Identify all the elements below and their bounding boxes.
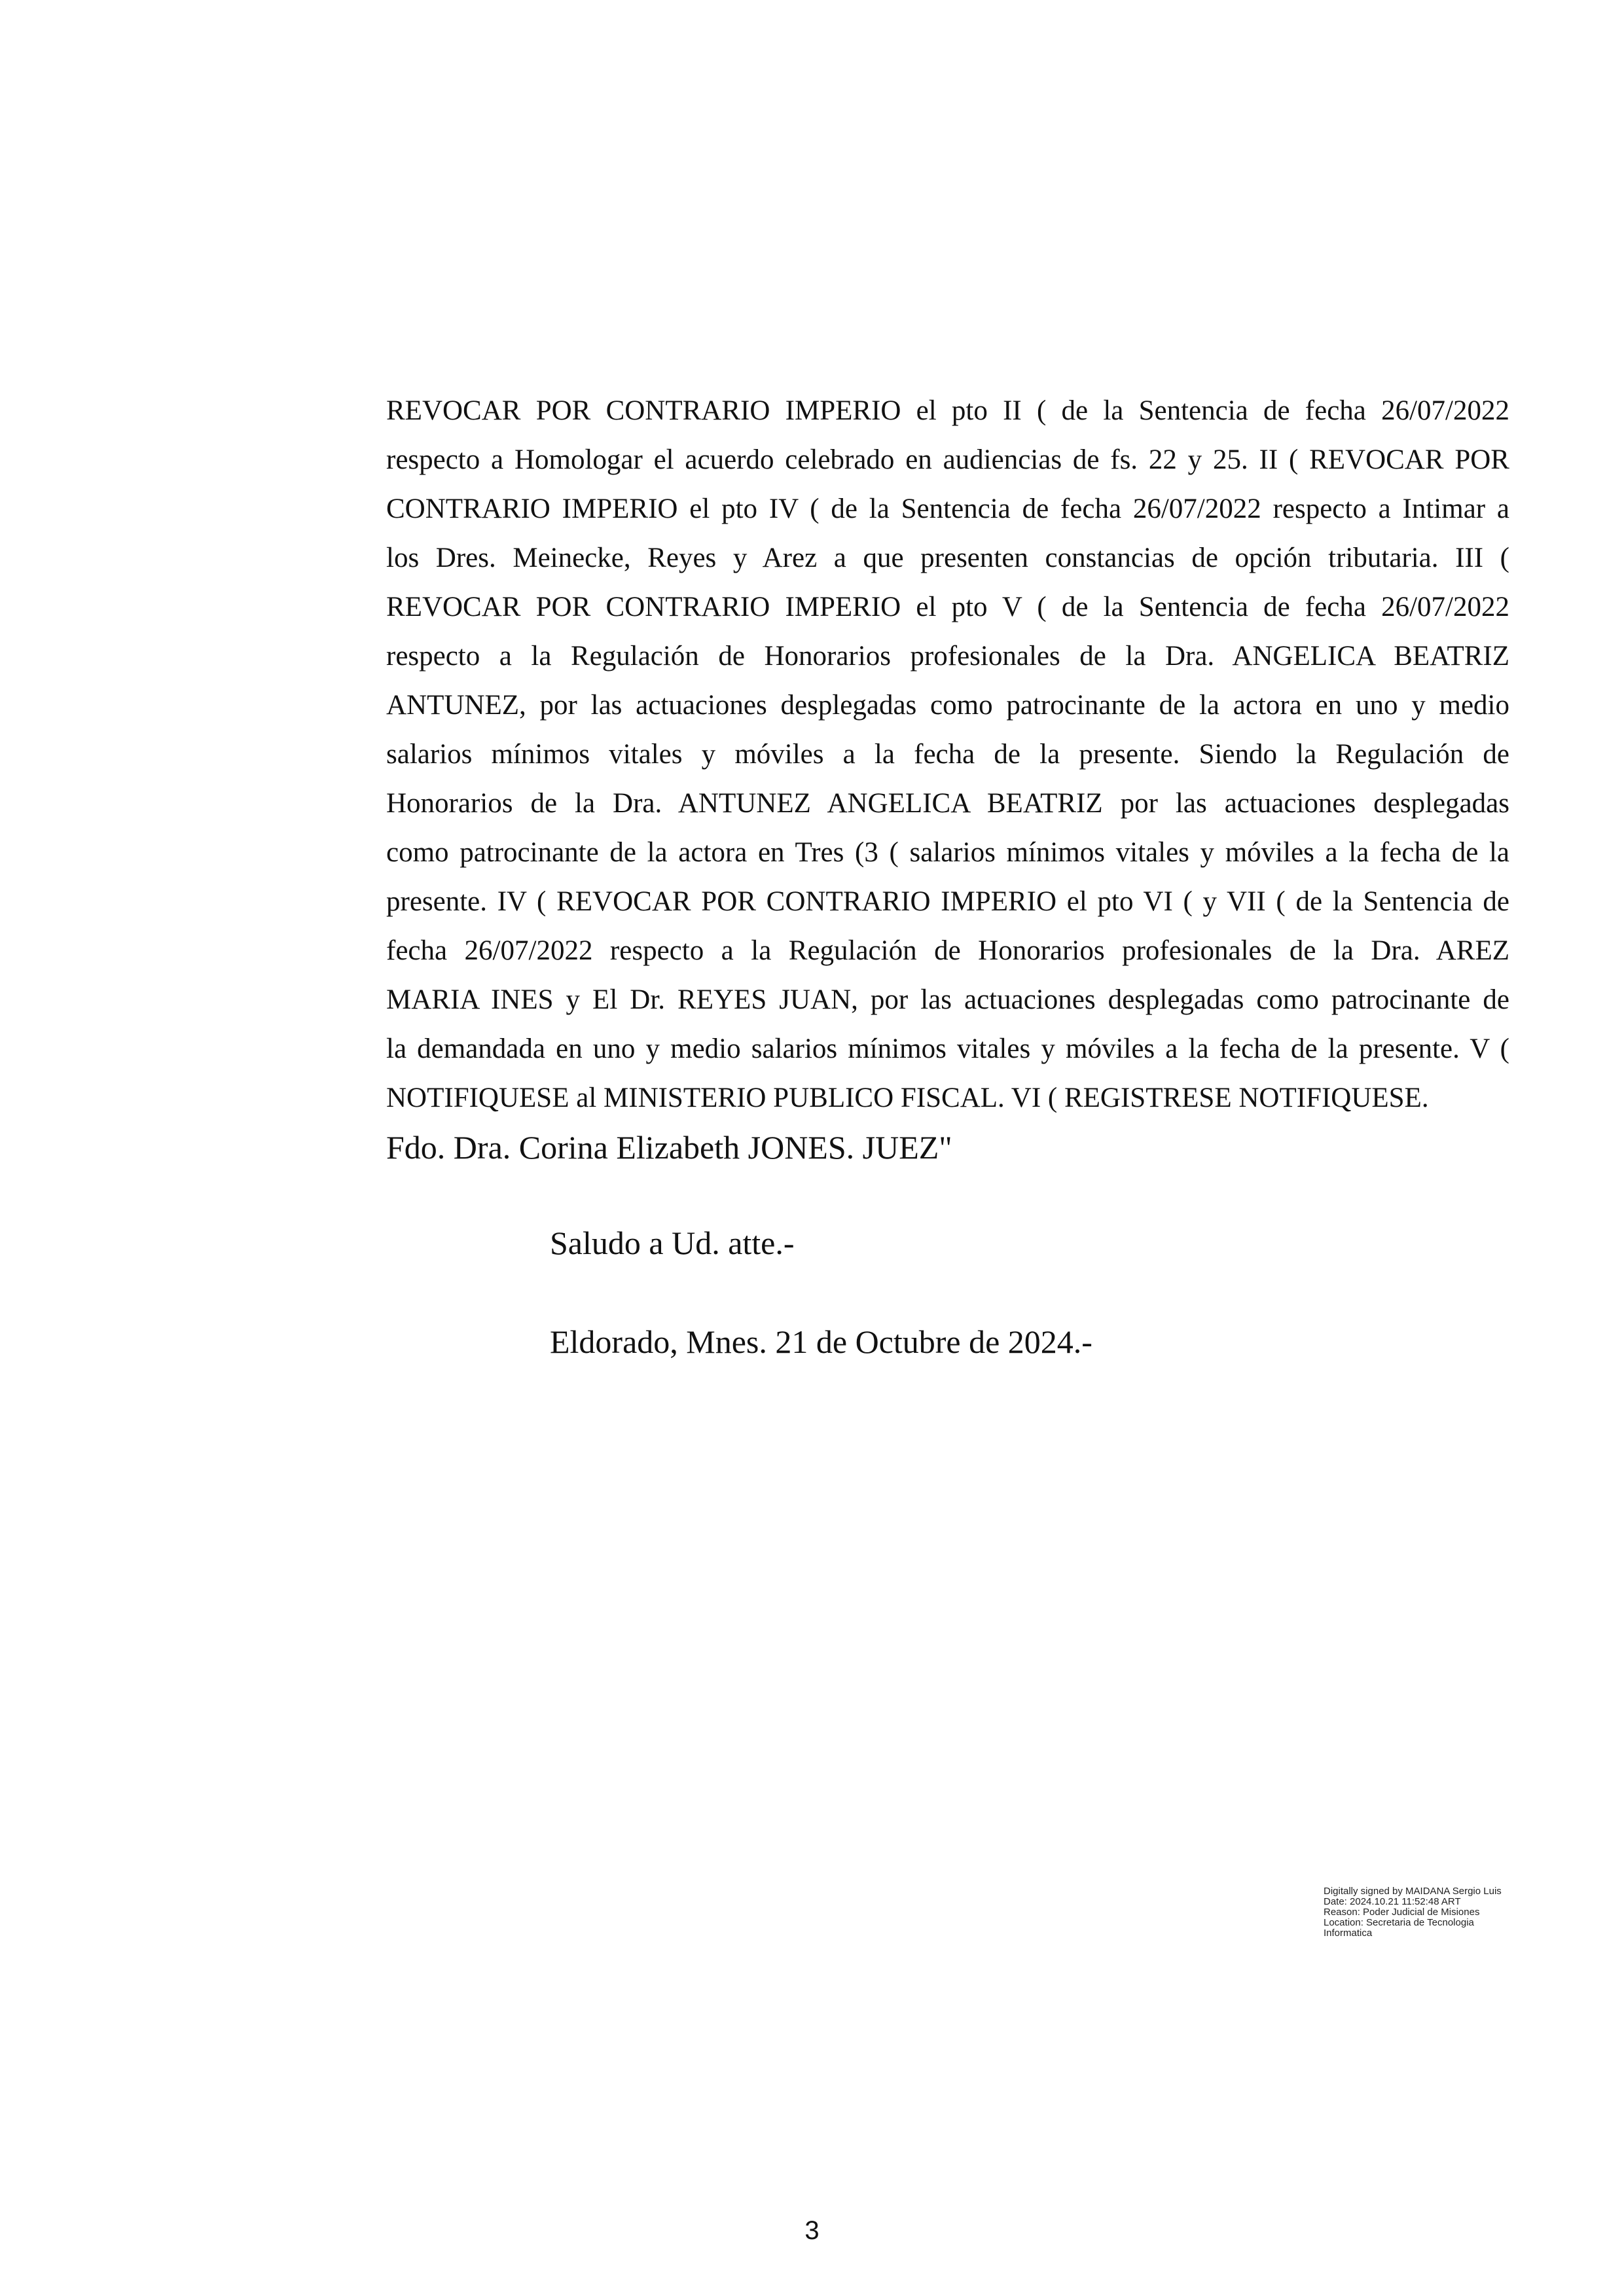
greeting: Saludo a Ud. atte.- xyxy=(550,1225,795,1261)
resolution-line: REVOCAR POR CONTRARIO IMPERIO el pto V ( de la Sentencia de fecha 26/07/2022 xyxy=(386,592,1509,622)
resolution-line: presente. IV ( REVOCAR POR CONTRARIO IMPERIO el pto VI ( y VII ( de la Sentencia de xyxy=(386,886,1509,917)
resolution-line: NOTIFIQUESE al MINISTERIO PUBLICO FISCAL. VI ( REGISTRESE NOTIFIQUESE. xyxy=(386,1083,1429,1113)
resolution-line: respecto a la Regulación de Honorarios profesionales de la Dra. ANGELICA BEATRIZ xyxy=(386,641,1509,672)
digital-signature-line: Digitally signed by MAIDANA Sergio Luis xyxy=(1324,1886,1502,1897)
resolution-line: Honorarios de la Dra. ANTUNEZ ANGELICA BEATRIZ por las actuaciones desplegadas xyxy=(386,788,1509,819)
digital-signature-line: Location: Secretaria de Tecnologia xyxy=(1324,1917,1474,1928)
digital-signature-line: Date: 2024.10.21 11:52:48 ART xyxy=(1324,1896,1461,1907)
resolution-line: salarios mínimos vitales y móviles a la fecha de la presente. Siendo la Regulación de xyxy=(386,739,1509,770)
digital-signature-line: Reason: Poder Judicial de Misiones xyxy=(1324,1907,1480,1918)
resolution-line: ANTUNEZ, por las actuaciones desplegadas como patrocinante de la actora en uno y medio xyxy=(386,690,1509,721)
digital-signature-line: Informatica xyxy=(1324,1928,1373,1939)
place-and-date: Eldorado, Mnes. 21 de Octubre de 2024.- xyxy=(550,1323,1092,1360)
resolution-line: CONTRARIO IMPERIO el pto IV ( de la Sentencia de fecha 26/07/2022 respecto a Intimar a xyxy=(386,493,1509,524)
resolution-line: REVOCAR POR CONTRARIO IMPERIO el pto II ( de la Sentencia de fecha 26/07/2022 xyxy=(386,395,1509,426)
resolution-line: la demandada en uno y medio salarios mínimos vitales y móviles a la fecha de la presente. V ( xyxy=(386,1033,1509,1064)
digital-signature-stamp xyxy=(1324,1886,1546,1939)
resolution-line: MARIA INES y El Dr. REYES JUAN, por las actuaciones desplegadas como patrocinante de xyxy=(386,984,1509,1015)
resolution-line: como patrocinante de la actora en Tres (3 ( salarios mínimos vitales y móviles a la fecha de la xyxy=(386,837,1509,868)
resolution-line: respecto a Homologar el acuerdo celebrado en audiencias de fs. 22 y 25. II ( REVOCAR POR xyxy=(386,444,1509,475)
resolution-line: los Dres. Meinecke, Reyes y Arez a que presenten constancias de opción tributaria. III ( xyxy=(386,543,1509,573)
resolution-line: fecha 26/07/2022 respecto a la Regulación de Honorarios profesionales de la Dra. AREZ xyxy=(386,935,1509,966)
page-number: 3 xyxy=(804,2216,820,2245)
judge-signature-line: Fdo. Dra. Corina Elizabeth JONES. JUEZ" xyxy=(386,1129,952,1166)
resolution-paragraph xyxy=(386,386,1509,1122)
